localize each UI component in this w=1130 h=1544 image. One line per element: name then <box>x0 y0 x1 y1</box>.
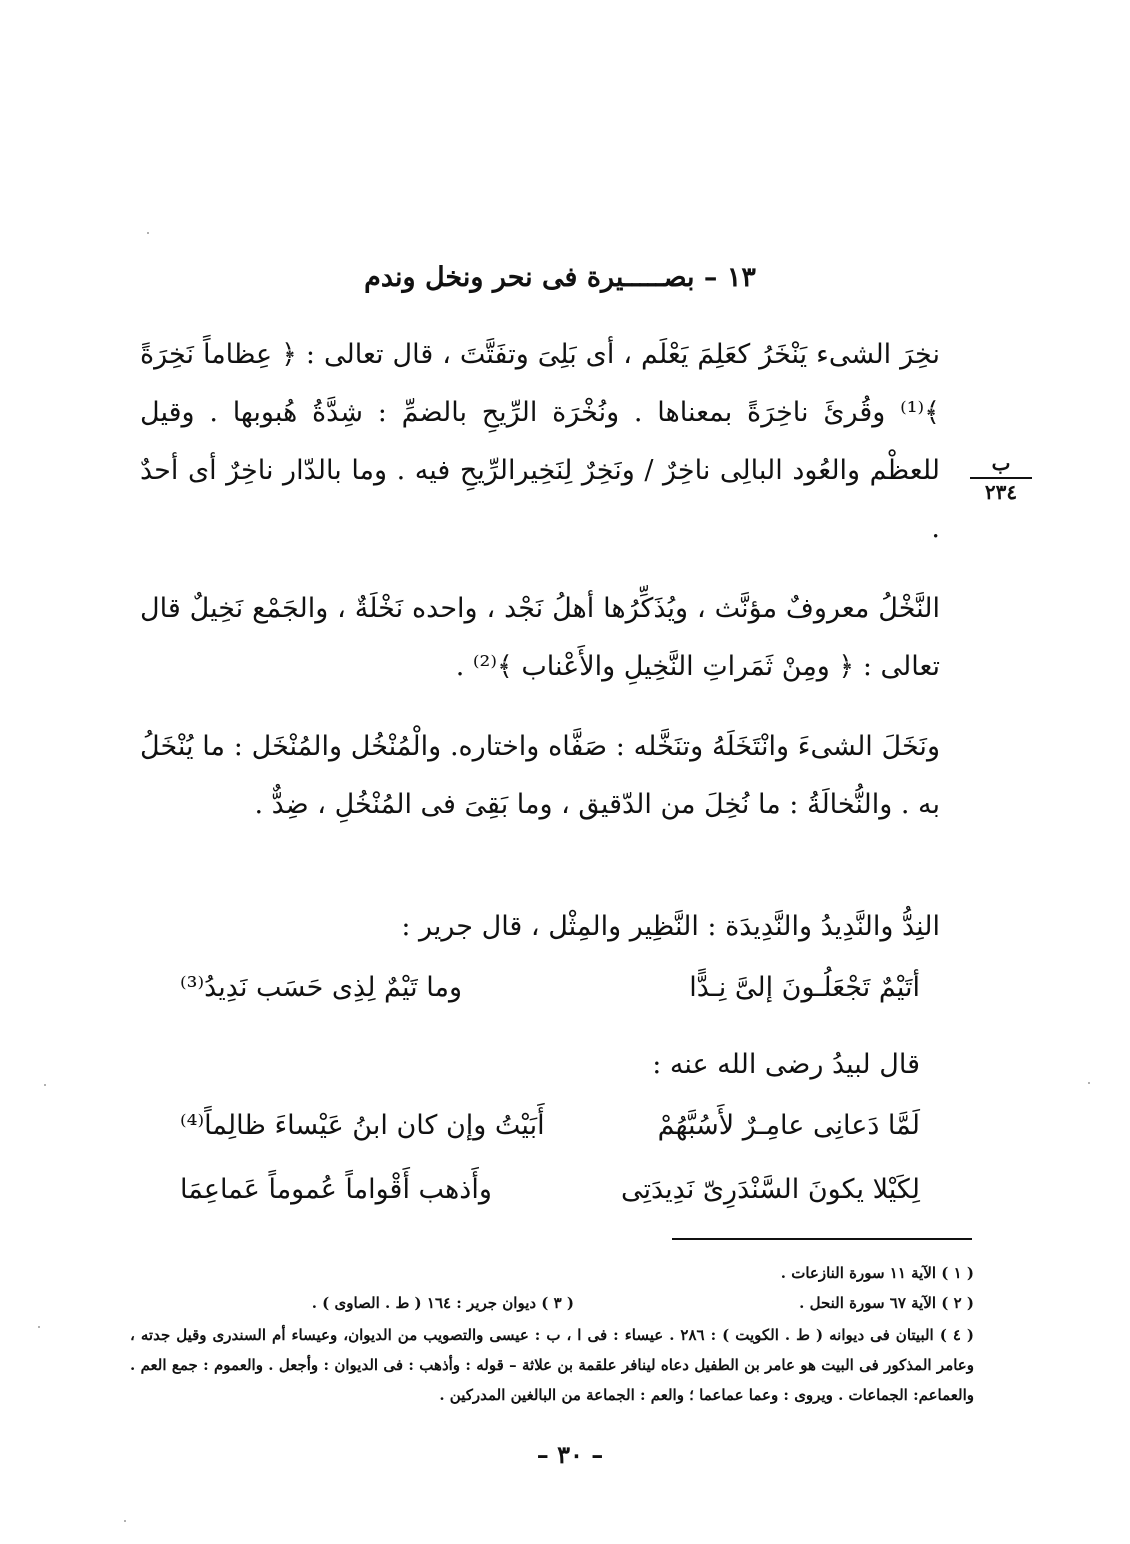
scan-speck <box>1088 1082 1090 1084</box>
verse-labid-1 <box>180 1098 920 1154</box>
folio-number: ٢٣٤ <box>984 480 1018 504</box>
verse-intro-labid: قال لبيدُ رضى الله عنه : <box>652 1049 920 1080</box>
folio-side: ب <box>991 451 1011 475</box>
scan-speck <box>124 1520 126 1522</box>
verse-hemistich-second: وأَذهب أَقْواماً عُموماً عَماعِمَا <box>180 1174 492 1205</box>
footnote-3: ( ٣ ) ديوان جرير : ١٦٤ ( ط . الصاوى ) . <box>311 1294 574 1312</box>
paragraph-nakhira: نخِرَ الشىء يَنْخَرُ كعَلِمَ يَعْلَم ، أى بَلِىَ وتفَتَّتَ ، قال تعالى : ﴿ عِظاماً نَخِرَةً ﴾⁽¹⁾ وقُرئَ ناخِرَةً بمعناها . ونُخْرَة الرِّيحِ بالضمِّ : شِدَّةُ هُبوبها . وقيل للعظْم والعُود البالِى ناخِرٌ / ونَخِرٌ لِنَخِيرالرِّيحِ فيه . وما بالدّار ناخِرٌ أى أحدٌ . <box>140 339 940 544</box>
page-number: – ٣٠ – <box>536 1440 604 1469</box>
manuscript-folio-mark <box>970 452 1032 503</box>
verse-hemistich-first: لَمَّا دَعانِى عامِـرٌ لأَسُبَّهُمْ <box>657 1110 920 1141</box>
verse-hemistich-first: لِكَيْلا يكونَ السَّنْدَرِىّ نَدِيدَتِى <box>620 1174 920 1205</box>
footnote-row-2-3 <box>130 1288 974 1318</box>
footnote-4: ( ٤ ) البيتان فى ديوانه ( ط . الكويت ) : ٢٨٦ . عيساء : فى ا ، ب : عيسى والتصويب من الديوان، وعيساء أم السندرى وقيل جدته ، وعامر المذكور فى البيت هو عامر بن الطفيل دعاه لينافر علقمة بن علاثة – قوله : وأذهب : فى الديوان : وأجعل . والعموم : جمع العم . والعماعم: الجماعات . ويروى : وعما عماعما ؛ والعم : الجماعة من البالغين المدركين . <box>130 1326 974 1404</box>
scan-speck <box>38 1326 40 1328</box>
paragraph-nakhala: ونَخَلَ الشىءَ وانْتَخَلَهُ وتنَخَّله : صَفَّاه واختاره. والْمُنْخُل والمُنْخَل : ما يُنْخَلُ به . والنُّخالَةُ : ما نُخِلَ من الدّقيق ، وما بَقِىَ فى المُنْخُلِ ، ضِدٌّ . <box>140 731 940 820</box>
verse-hemistich-first: أتَيْمٌ تَجْعَلُـونَ إلىَّ نِـدًّا <box>689 972 920 1003</box>
footnote-2: ( ٢ ) الآية ٦٧ سورة النحل . <box>799 1294 974 1312</box>
section-title: ١٣ – بصـــــيرة فى نحر ونخل وندم <box>364 262 756 293</box>
verse-hemistich-second: أَبَيْتُ وإن كان ابنُ عَيْساءَ ظالِماً⁽⁴⁾ <box>180 1110 545 1141</box>
verse-labid-2 <box>180 1162 920 1218</box>
paragraph-nadd: النِدُّ والنَّدِيدُ والنَّدِيدَة : النَّظِير والمِثْل ، قال جرير : <box>401 911 940 942</box>
verse-jarir <box>180 960 920 1016</box>
folio-divider <box>970 477 1032 479</box>
verse-hemistich-second: وما تَيْمٌ لِذِى حَسَب نَدِيدُ⁽³⁾ <box>180 972 462 1003</box>
paragraph-nakhl: النَّخْلُ معروفٌ مؤنَّث ، ويُذَكِّرُها أهلُ نَجْد ، واحده نَخْلَةٌ ، والجَمْع نَخِيلٌ قال تعالى : ﴿ ومِنْ ثَمَراتِ النَّخِيلِ والأَعْناب ﴾⁽²⁾ . <box>140 593 940 682</box>
footnote-divider <box>672 1238 972 1240</box>
scan-speck <box>44 1084 46 1086</box>
footnote-1: ( ١ ) الآية ١١ سورة النازعات . <box>780 1264 974 1282</box>
scan-speck <box>147 232 149 234</box>
